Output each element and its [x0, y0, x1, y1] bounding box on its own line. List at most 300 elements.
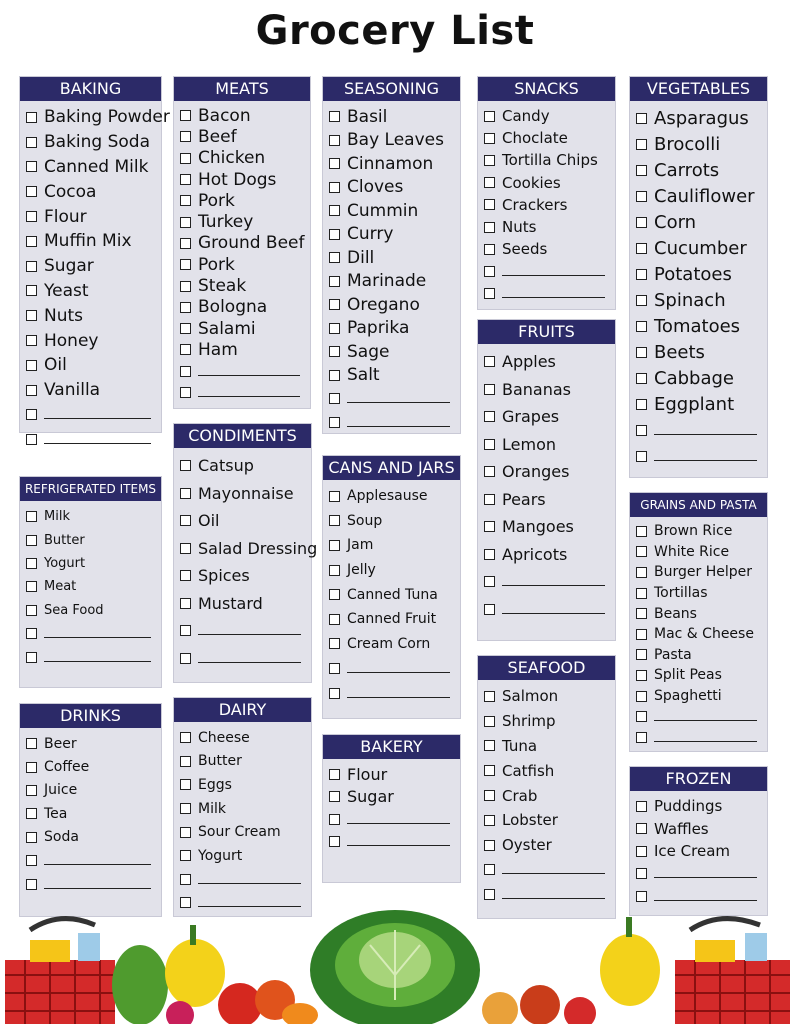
list-item	[26, 599, 155, 622]
checkbox[interactable]	[180, 217, 191, 228]
checkbox[interactable]	[636, 139, 647, 150]
item-label: Pears	[502, 489, 546, 509]
checkbox[interactable]	[180, 323, 191, 334]
checkbox[interactable]	[180, 543, 191, 554]
checkbox[interactable]	[329, 589, 340, 600]
list-item	[636, 603, 761, 624]
item-label: Candy	[502, 107, 550, 126]
checkbox[interactable]	[329, 417, 340, 428]
checkbox[interactable]	[636, 846, 647, 857]
item-label: Pasta	[654, 646, 692, 663]
checkbox[interactable]	[26, 762, 37, 773]
list-item	[26, 575, 155, 598]
item-label: Cocoa	[44, 181, 97, 202]
checkbox[interactable]	[484, 549, 495, 560]
checkbox[interactable]	[484, 411, 495, 422]
write-in-line[interactable]	[502, 898, 605, 899]
list-item	[26, 779, 155, 802]
item-label: Ground Beef	[198, 233, 305, 254]
checkbox[interactable]	[484, 765, 495, 776]
list-item	[180, 105, 304, 126]
write-in-line[interactable]	[654, 720, 757, 721]
list-item	[180, 169, 304, 190]
checkbox[interactable]	[329, 565, 340, 576]
list-item	[26, 328, 155, 353]
write-in-line[interactable]	[198, 375, 300, 376]
checkbox[interactable]	[484, 288, 495, 299]
checkbox[interactable]	[26, 605, 37, 616]
list-item	[329, 364, 454, 388]
checkbox[interactable]	[484, 691, 495, 702]
blank-item	[636, 727, 761, 748]
checkbox[interactable]	[484, 384, 495, 395]
section-vegetables	[630, 77, 767, 477]
checkbox[interactable]	[484, 177, 495, 188]
checkbox[interactable]	[636, 243, 647, 254]
checkbox[interactable]	[636, 801, 647, 812]
checkbox[interactable]	[636, 321, 647, 332]
checkbox[interactable]	[484, 155, 495, 166]
item-label: Chicken	[198, 148, 266, 169]
item-label: Crab	[502, 786, 538, 805]
blank-item	[484, 858, 609, 883]
list-item	[484, 149, 609, 171]
list-item	[180, 254, 304, 275]
item-label: Seeds	[502, 240, 548, 259]
section-drinks	[20, 704, 161, 916]
item-label: Nuts	[44, 305, 84, 326]
checkbox[interactable]	[636, 823, 647, 834]
checkbox[interactable]	[636, 295, 647, 306]
item-label: Cream Corn	[347, 635, 431, 652]
write-in-line[interactable]	[502, 297, 605, 298]
list-item	[329, 270, 454, 294]
checkbox[interactable]	[636, 425, 647, 436]
section-refrigerated	[20, 477, 161, 687]
write-in-line[interactable]	[654, 741, 757, 742]
list-item	[26, 528, 155, 551]
item-label: Brocolli	[654, 133, 721, 155]
list-item	[180, 339, 304, 360]
list-item	[180, 190, 304, 211]
item-label: Oranges	[502, 462, 570, 482]
checkbox[interactable]	[26, 385, 37, 396]
write-in-line[interactable]	[44, 443, 151, 444]
item-label: Sugar	[347, 787, 394, 807]
item-label: Apricots	[502, 544, 568, 564]
checkbox[interactable]	[636, 526, 647, 537]
item-label: Curry	[347, 224, 394, 245]
item-label: Cinnamon	[347, 153, 434, 174]
item-label: Burger Helper	[654, 564, 752, 581]
item-label: Applesause	[347, 488, 428, 505]
list-item	[329, 509, 454, 534]
checkbox[interactable]	[180, 238, 191, 249]
write-in-line[interactable]	[347, 402, 450, 403]
list-item	[636, 365, 761, 391]
checkbox[interactable]	[484, 716, 495, 727]
list-item	[636, 521, 761, 542]
list-item	[329, 582, 454, 607]
section-title: BAKERY	[323, 735, 460, 759]
checkbox[interactable]	[636, 567, 647, 578]
write-in-line[interactable]	[347, 823, 450, 824]
item-label: Cheese	[198, 729, 250, 746]
checkbox[interactable]	[329, 229, 340, 240]
section-title: SEAFOOD	[478, 656, 615, 680]
checkbox[interactable]	[484, 790, 495, 801]
write-in-line[interactable]	[654, 900, 757, 901]
list-item	[26, 105, 170, 130]
checkbox[interactable]	[180, 174, 191, 185]
checkbox[interactable]	[180, 756, 191, 767]
cabbage-icon	[310, 910, 480, 1024]
checkbox[interactable]	[26, 652, 37, 663]
write-in-line[interactable]	[502, 585, 605, 586]
checkbox[interactable]	[329, 205, 340, 216]
checkbox[interactable]	[180, 625, 191, 636]
checkbox[interactable]	[329, 638, 340, 649]
checkbox[interactable]	[26, 535, 37, 546]
list-item	[484, 127, 609, 149]
checkbox[interactable]	[329, 814, 340, 825]
section-cans	[323, 456, 460, 718]
checkbox[interactable]	[329, 370, 340, 381]
list-item	[26, 378, 155, 403]
checkbox[interactable]	[329, 791, 340, 802]
checkbox[interactable]	[636, 373, 647, 384]
checkbox[interactable]	[26, 360, 37, 371]
checkbox[interactable]	[484, 521, 495, 532]
item-list	[323, 759, 460, 859]
item-label: Potatoes	[654, 263, 732, 285]
checkbox[interactable]	[484, 494, 495, 505]
checkbox[interactable]	[26, 137, 37, 148]
list-item	[26, 505, 155, 528]
checkbox[interactable]	[26, 112, 37, 123]
checkbox[interactable]	[329, 515, 340, 526]
checkbox[interactable]	[180, 259, 191, 270]
list-item	[636, 131, 761, 157]
checkbox[interactable]	[636, 588, 647, 599]
item-label: Bay Leaves	[347, 130, 444, 151]
list-item	[180, 148, 304, 169]
write-in-line[interactable]	[347, 426, 450, 427]
checkbox[interactable]	[636, 217, 647, 228]
checkbox[interactable]	[180, 827, 191, 838]
checkbox[interactable]	[484, 466, 495, 477]
checkbox[interactable]	[636, 691, 647, 702]
write-in-line[interactable]	[44, 418, 151, 419]
checkbox[interactable]	[484, 439, 495, 450]
item-label: Turkey	[198, 212, 254, 233]
blank-item	[26, 403, 155, 428]
checkbox[interactable]	[636, 868, 647, 879]
checkbox[interactable]	[180, 732, 191, 743]
checkbox[interactable]	[26, 855, 37, 866]
checkbox[interactable]	[180, 153, 191, 164]
blank-item	[180, 382, 304, 403]
list-item	[484, 172, 609, 194]
checkbox[interactable]	[636, 608, 647, 619]
item-list	[630, 517, 767, 754]
section-seafood	[478, 656, 615, 918]
checkbox[interactable]	[484, 815, 495, 826]
item-label: Apples	[502, 352, 556, 372]
item-label: Lemon	[502, 434, 556, 454]
checkbox[interactable]	[180, 110, 191, 121]
item-label: Cummin	[347, 200, 419, 221]
checkbox[interactable]	[636, 629, 647, 640]
item-label: Paprika	[347, 318, 410, 339]
checkbox[interactable]	[180, 281, 191, 292]
checkbox[interactable]	[26, 409, 37, 420]
write-in-line[interactable]	[654, 460, 757, 461]
item-label: Yeast	[44, 280, 89, 301]
checkbox[interactable]	[180, 653, 191, 664]
checkbox[interactable]	[180, 598, 191, 609]
item-label: Pork	[198, 254, 235, 275]
list-item	[180, 535, 318, 563]
list-item	[180, 318, 304, 339]
list-item	[329, 763, 454, 786]
list-item	[26, 204, 155, 229]
list-item	[636, 818, 761, 841]
item-label: Beer	[44, 735, 77, 752]
checkbox[interactable]	[26, 236, 37, 247]
item-list	[478, 101, 615, 311]
list-item	[484, 238, 609, 260]
checkbox[interactable]	[180, 874, 191, 885]
write-in-line[interactable]	[198, 662, 301, 663]
blank-item	[26, 872, 155, 895]
item-label: Jam	[347, 537, 374, 554]
checkbox[interactable]	[180, 460, 191, 471]
list-item	[329, 152, 454, 176]
checkbox[interactable]	[484, 604, 495, 615]
checkbox[interactable]	[636, 451, 647, 462]
list-item	[329, 246, 454, 270]
checkbox[interactable]	[26, 785, 37, 796]
checkbox[interactable]	[484, 222, 495, 233]
list-item	[636, 624, 761, 645]
write-in-line[interactable]	[502, 873, 605, 874]
checkbox[interactable]	[329, 158, 340, 169]
checkbox[interactable]	[484, 133, 495, 144]
item-label: Mangoes	[502, 517, 574, 537]
item-label: Cookies	[502, 173, 561, 192]
checkbox[interactable]	[329, 346, 340, 357]
item-label: Catsup	[198, 456, 254, 476]
checkbox[interactable]	[636, 165, 647, 176]
item-label: Oregano	[347, 294, 420, 315]
checkbox[interactable]	[484, 244, 495, 255]
checkbox[interactable]	[484, 576, 495, 587]
checkbox[interactable]	[26, 558, 37, 569]
checkbox[interactable]	[636, 191, 647, 202]
checkbox[interactable]	[180, 344, 191, 355]
checkbox[interactable]	[180, 515, 191, 526]
checkbox[interactable]	[484, 889, 495, 900]
list-item	[636, 209, 761, 235]
item-label: Spinach	[654, 289, 726, 311]
blank-item	[484, 596, 609, 624]
checkbox[interactable]	[636, 711, 647, 722]
section-title: DAIRY	[174, 698, 311, 722]
checkbox[interactable]	[329, 614, 340, 625]
list-item	[484, 734, 609, 759]
checkbox[interactable]	[26, 879, 37, 890]
checkbox[interactable]	[180, 850, 191, 861]
checkbox[interactable]	[636, 732, 647, 743]
checkbox[interactable]	[329, 182, 340, 193]
write-in-line[interactable]	[347, 697, 450, 698]
item-label: Basil	[347, 106, 388, 127]
checkbox[interactable]	[636, 269, 647, 280]
item-label: Shrimp	[502, 712, 556, 731]
write-in-line[interactable]	[654, 877, 757, 878]
checkbox[interactable]	[329, 393, 340, 404]
item-label: Tortillas	[654, 585, 708, 602]
list-item	[329, 223, 454, 247]
blank-item	[329, 411, 454, 435]
write-in-line[interactable]	[198, 883, 301, 884]
checkbox[interactable]	[329, 836, 340, 847]
write-in-line[interactable]	[44, 661, 151, 662]
write-in-line[interactable]	[44, 864, 151, 865]
checkbox[interactable]	[329, 252, 340, 263]
write-in-line[interactable]	[198, 396, 300, 397]
checkbox[interactable]	[329, 491, 340, 502]
checkbox[interactable]	[329, 540, 340, 551]
checkbox[interactable]	[26, 628, 37, 639]
checkbox[interactable]	[329, 663, 340, 674]
item-label: Salt	[347, 365, 380, 386]
checkbox[interactable]	[26, 211, 37, 222]
checkbox[interactable]	[180, 131, 191, 142]
checkbox[interactable]	[180, 803, 191, 814]
checkbox[interactable]	[636, 891, 647, 902]
checkbox[interactable]	[329, 688, 340, 699]
item-list	[323, 101, 460, 440]
checkbox[interactable]	[484, 199, 495, 210]
checkbox[interactable]	[329, 769, 340, 780]
checkbox[interactable]	[180, 387, 191, 398]
checkbox[interactable]	[329, 276, 340, 287]
checkbox[interactable]	[26, 261, 37, 272]
write-in-line[interactable]	[198, 634, 301, 635]
list-item	[636, 686, 761, 707]
item-label: White Rice	[654, 543, 730, 560]
checkbox[interactable]	[26, 310, 37, 321]
write-in-line[interactable]	[347, 845, 450, 846]
section-seasoning	[323, 77, 460, 433]
checkbox[interactable]	[180, 366, 191, 377]
checkbox[interactable]	[484, 840, 495, 851]
checkbox[interactable]	[26, 335, 37, 346]
write-in-line[interactable]	[502, 613, 605, 614]
checkbox[interactable]	[329, 135, 340, 146]
list-item	[636, 583, 761, 604]
item-label: Salmon	[502, 687, 559, 706]
checkbox[interactable]	[180, 488, 191, 499]
item-label: Puddings	[654, 797, 723, 816]
list-item	[636, 235, 761, 261]
blank-item	[484, 882, 609, 907]
list-item	[26, 826, 155, 849]
checkbox[interactable]	[636, 347, 647, 358]
checkbox[interactable]	[26, 161, 37, 172]
checkbox[interactable]	[180, 195, 191, 206]
write-in-line[interactable]	[347, 672, 450, 673]
section-baking	[20, 77, 170, 432]
checkbox[interactable]	[26, 808, 37, 819]
item-label: Oil	[198, 511, 220, 531]
list-item	[329, 317, 454, 341]
checkbox[interactable]	[636, 546, 647, 557]
checkbox[interactable]	[636, 649, 647, 660]
checkbox[interactable]	[26, 285, 37, 296]
item-label: Choclate	[502, 129, 568, 148]
checkbox[interactable]	[26, 832, 37, 843]
checkbox[interactable]	[180, 779, 191, 790]
checkbox[interactable]	[329, 323, 340, 334]
checkbox[interactable]	[484, 740, 495, 751]
list-item	[484, 513, 609, 541]
item-list	[20, 728, 161, 902]
list-item	[636, 562, 761, 583]
item-label: Asparagus	[654, 107, 749, 129]
checkbox[interactable]	[26, 581, 37, 592]
checkbox[interactable]	[484, 266, 495, 277]
write-in-line[interactable]	[44, 637, 151, 638]
checkbox[interactable]	[180, 570, 191, 581]
checkbox[interactable]	[26, 511, 37, 522]
item-label: Carrots	[654, 159, 720, 181]
checkbox[interactable]	[484, 356, 495, 367]
checkbox[interactable]	[329, 299, 340, 310]
list-item	[484, 709, 609, 734]
list-item	[180, 773, 305, 797]
write-in-line[interactable]	[44, 888, 151, 889]
item-label: Canned Milk	[44, 156, 149, 177]
checkbox[interactable]	[26, 186, 37, 197]
checkbox[interactable]	[484, 864, 495, 875]
item-label: Beans	[654, 605, 697, 622]
checkbox[interactable]	[180, 302, 191, 313]
item-label: Tomatoes	[654, 315, 741, 337]
blank-item	[636, 706, 761, 727]
item-label: Brown Rice	[654, 523, 733, 540]
list-item	[329, 632, 454, 657]
checkbox[interactable]	[636, 399, 647, 410]
checkbox[interactable]	[484, 111, 495, 122]
write-in-line[interactable]	[654, 434, 757, 435]
checkbox[interactable]	[636, 670, 647, 681]
checkbox[interactable]	[329, 111, 340, 122]
list-item	[484, 808, 609, 833]
list-item	[26, 229, 155, 254]
item-label: Vanilla	[44, 380, 101, 401]
blank-item	[26, 427, 155, 452]
checkbox[interactable]	[26, 738, 37, 749]
section-title: VEGETABLES	[630, 77, 767, 101]
write-in-line[interactable]	[502, 275, 605, 276]
list-item	[329, 105, 454, 129]
checkbox[interactable]	[26, 434, 37, 445]
checkbox[interactable]	[636, 113, 647, 124]
section-title: FROZEN	[630, 767, 767, 791]
